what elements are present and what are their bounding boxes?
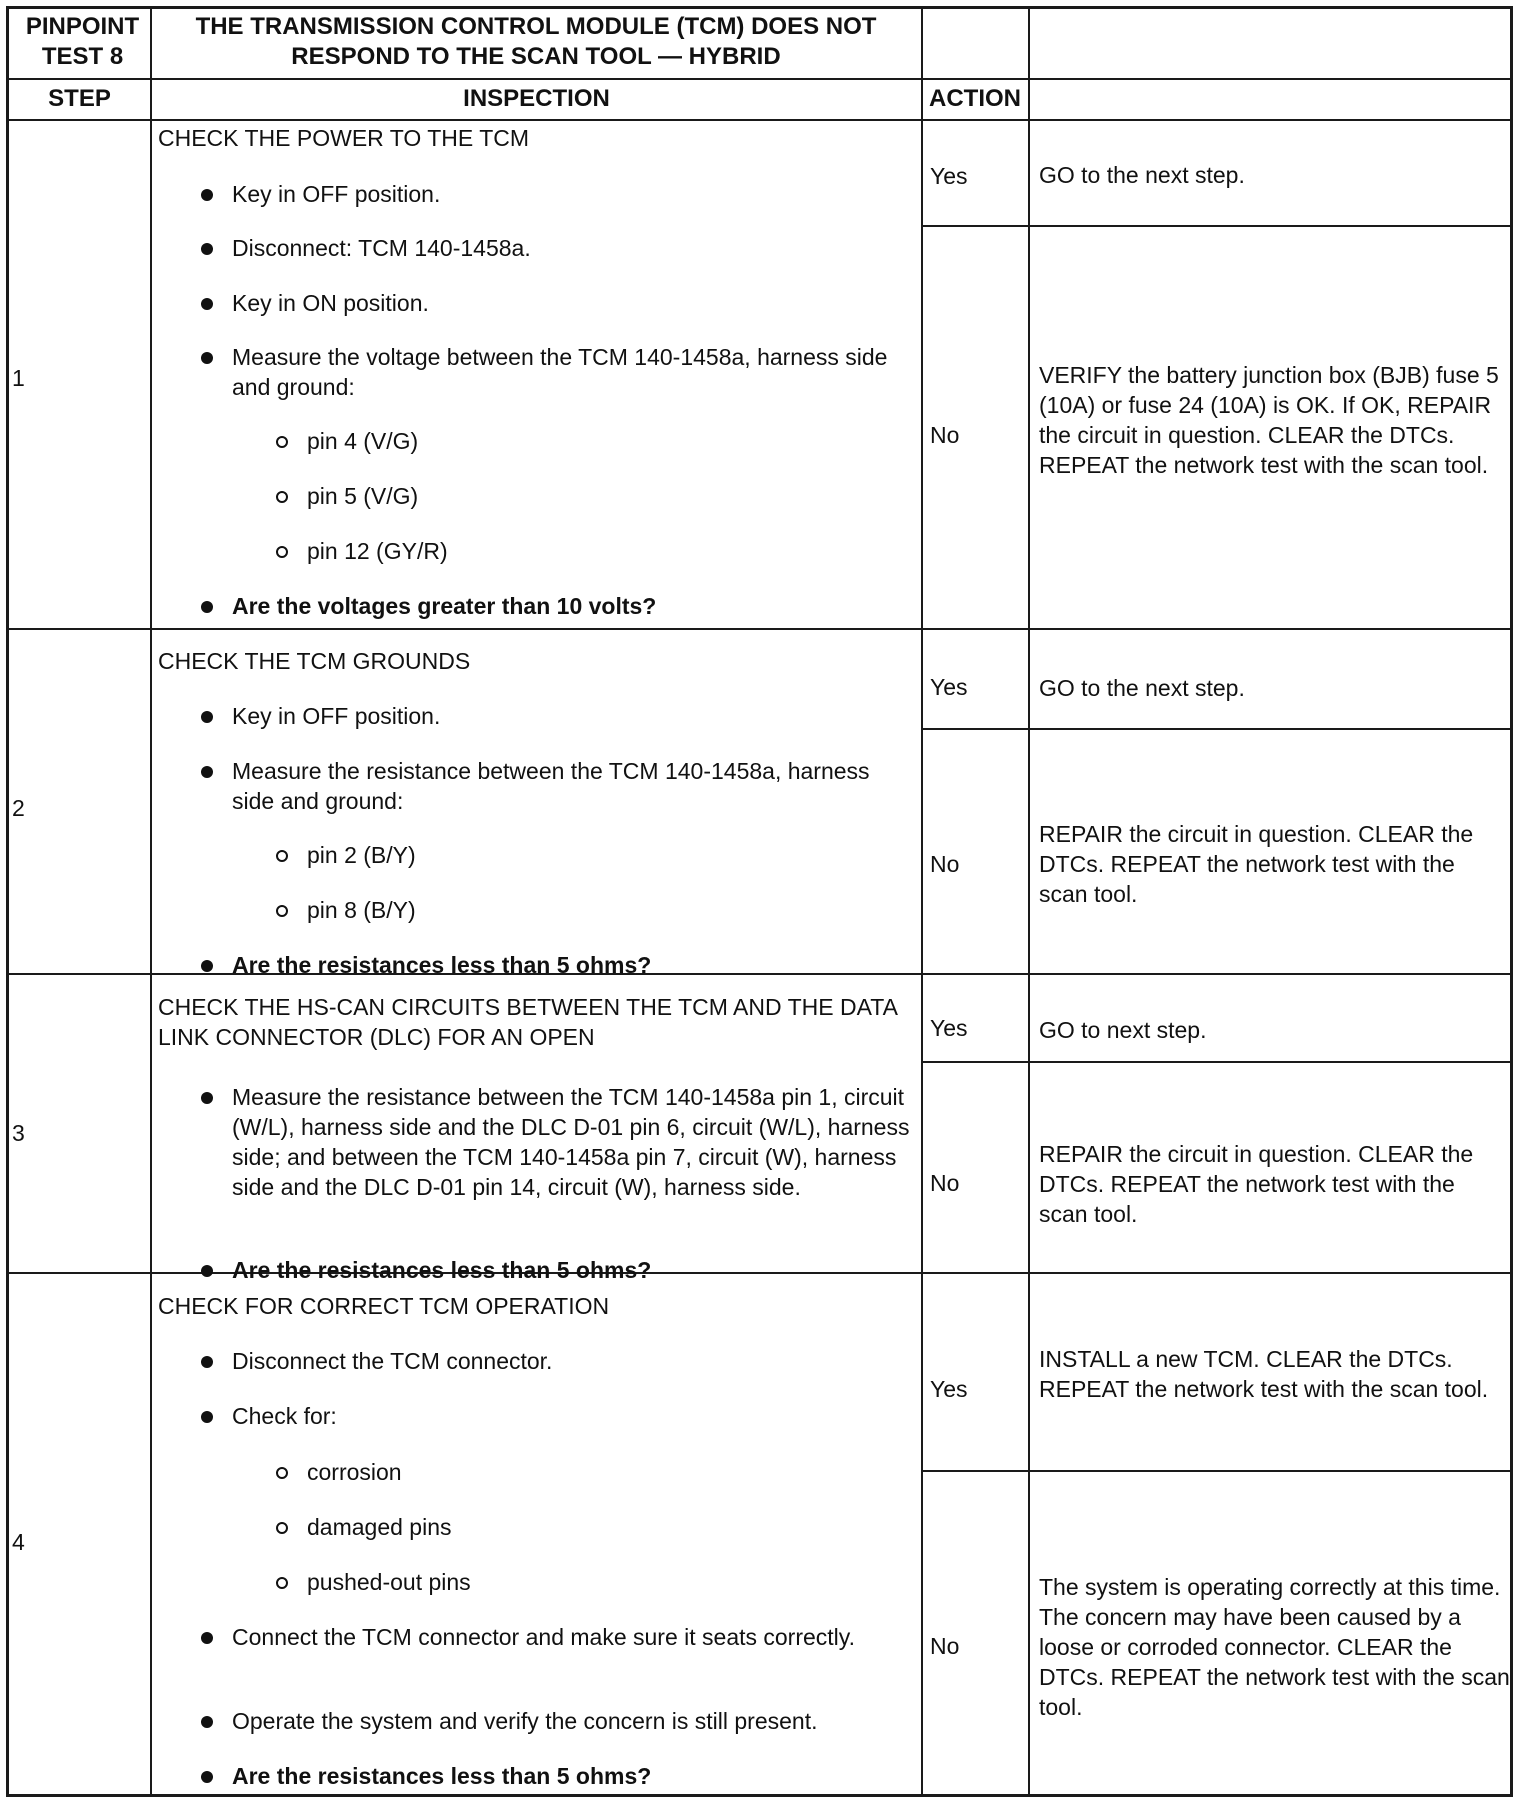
bullet-icon bbox=[201, 1265, 213, 1277]
pinpoint-test-label: PINPOINT TEST 8 bbox=[25, 13, 140, 70]
bullet-icon bbox=[201, 601, 213, 613]
bullet-item: Operate the system and verify the concern is still present. bbox=[232, 1706, 912, 1736]
bullet-icon bbox=[201, 1771, 213, 1783]
bullet-item: Measure the resistance between the TCM 140-1458a pin 1, circuit (W/L), harness side and the DLC D-01 pin 6, circuit (W/L), harness side; and between the TCM 140-1458a pin 7, circuit (W), harness side and the DLC D-01 pin 14, circuit (W), harness side. bbox=[232, 1082, 912, 1202]
sub-bullet-item: pushed-out pins bbox=[307, 1567, 907, 1597]
action-yes: GO to next step. bbox=[1039, 1017, 1207, 1043]
answer-yes: Yes bbox=[930, 1376, 968, 1402]
sub-bullet-icon bbox=[276, 1577, 288, 1589]
divider-action-result bbox=[1028, 6, 1030, 1797]
bullet-question: Are the resistances less than 5 ohms? bbox=[232, 950, 912, 980]
divider-step1-yes-no bbox=[921, 225, 1513, 227]
bullet-item: Disconnect the TCM connector. bbox=[232, 1346, 912, 1376]
bullet-icon bbox=[201, 1716, 213, 1728]
divider-step2-yes-no bbox=[921, 728, 1513, 730]
bullet-item: Key in ON position. bbox=[232, 288, 912, 318]
sub-bullet-item: pin 5 (V/G) bbox=[307, 481, 907, 511]
sub-bullet-icon bbox=[276, 850, 288, 862]
bullet-icon bbox=[201, 243, 213, 255]
divider-step1-step2 bbox=[6, 628, 1513, 630]
sub-bullet-icon bbox=[276, 905, 288, 917]
divider-columns bbox=[6, 119, 1513, 121]
sub-bullet-item: pin 8 (B/Y) bbox=[307, 895, 907, 925]
sub-bullet-icon bbox=[276, 546, 288, 558]
bullet-item: Measure the voltage between the TCM 140-1458a, harness side and ground: bbox=[232, 342, 912, 402]
sub-bullet-icon bbox=[276, 436, 288, 448]
step-number: 2 bbox=[12, 795, 25, 821]
bullet-question: Are the voltages greater than 10 volts? bbox=[232, 591, 912, 621]
answer-yes: Yes bbox=[930, 1015, 968, 1041]
column-header-step: STEP bbox=[48, 85, 111, 112]
table-border-left bbox=[6, 6, 9, 1797]
bullet-item: Check for: bbox=[232, 1401, 912, 1431]
step-heading: CHECK THE TCM GROUNDS bbox=[158, 648, 471, 674]
bullet-item: Key in OFF position. bbox=[232, 179, 912, 209]
action-no: The system is operating correctly at this time. The concern may have been caused by a loose or corroded connector. CLEAR the DTCs. REPEAT the network test with the scan tool. bbox=[1039, 1574, 1510, 1720]
table-border-bottom bbox=[6, 1794, 1513, 1797]
sub-bullet-item: corrosion bbox=[307, 1457, 907, 1487]
sub-bullet-item: damaged pins bbox=[307, 1512, 907, 1542]
divider-step-inspection bbox=[150, 6, 152, 1797]
sub-bullet-item: pin 12 (GY/R) bbox=[307, 536, 907, 566]
step-heading: CHECK FOR CORRECT TCM OPERATION bbox=[158, 1293, 610, 1319]
bullet-icon bbox=[201, 1411, 213, 1423]
divider-step4-yes-no bbox=[921, 1470, 1513, 1472]
action-no: REPAIR the circuit in question. CLEAR the DTCs. REPEAT the network test with the scan tool. bbox=[1039, 821, 1474, 907]
bullet-icon bbox=[201, 1632, 213, 1644]
bullet-item: Key in OFF position. bbox=[232, 701, 912, 731]
bullet-icon bbox=[201, 298, 213, 310]
action-yes: INSTALL a new TCM. CLEAR the DTCs. REPEAT the network test with the scan tool. bbox=[1039, 1346, 1489, 1402]
column-header-action: ACTION bbox=[929, 85, 1021, 112]
pinpoint-test-table bbox=[6, 6, 1513, 1797]
bullet-icon bbox=[201, 352, 213, 364]
bullet-question: Are the resistances less than 5 ohms? bbox=[232, 1255, 912, 1285]
divider-header bbox=[6, 78, 1513, 80]
step-number: 3 bbox=[12, 1120, 25, 1146]
step-heading: CHECK THE POWER TO THE TCM bbox=[158, 125, 530, 151]
answer-yes: Yes bbox=[930, 674, 968, 700]
column-header-inspection: INSPECTION bbox=[463, 85, 610, 112]
sub-bullet-icon bbox=[276, 1467, 288, 1479]
table-border-top bbox=[6, 6, 1513, 9]
bullet-icon bbox=[201, 1092, 213, 1104]
bullet-icon bbox=[201, 1356, 213, 1368]
bullet-item: Disconnect: TCM 140-1458a. bbox=[232, 233, 912, 263]
action-yes: GO to the next step. bbox=[1039, 162, 1245, 188]
answer-yes: Yes bbox=[930, 163, 968, 189]
bullet-item: Measure the resistance between the TCM 140-1458a, harness side and ground: bbox=[232, 756, 872, 816]
sub-bullet-icon bbox=[276, 491, 288, 503]
divider-inspection-action bbox=[921, 6, 923, 1797]
sub-bullet-item: pin 4 (V/G) bbox=[307, 426, 907, 456]
answer-no: No bbox=[930, 1170, 960, 1196]
bullet-item: Connect the TCM connector and make sure it seats correctly. bbox=[232, 1622, 872, 1652]
step-number: 4 bbox=[12, 1529, 25, 1555]
bullet-icon bbox=[201, 189, 213, 201]
test-title: THE TRANSMISSION CONTROL MODULE (TCM) DOES NOT RESPOND TO THE SCAN TOOL — HYBRID bbox=[195, 13, 877, 70]
answer-no: No bbox=[930, 851, 960, 877]
step-heading: CHECK THE HS-CAN CIRCUITS BETWEEN THE TCM AND THE DATA LINK CONNECTOR (DLC) FOR AN OPEN bbox=[158, 994, 897, 1050]
action-no: REPAIR the circuit in question. CLEAR the DTCs. REPEAT the network test with the scan tool. bbox=[1039, 1141, 1474, 1227]
sub-bullet-item: pin 2 (B/Y) bbox=[307, 840, 907, 870]
step-number: 1 bbox=[12, 365, 25, 391]
sub-bullet-icon bbox=[276, 1522, 288, 1534]
action-yes: GO to the next step. bbox=[1039, 675, 1245, 701]
action-no: VERIFY the battery junction box (BJB) fuse 5 (10A) or fuse 24 (10A) is OK. If OK, REPAIR the circuit in question. CLEAR the DTCs. REPEAT the network test with the scan tool. bbox=[1039, 362, 1499, 478]
bullet-icon bbox=[201, 960, 213, 972]
bullet-question: Are the resistances less than 5 ohms? bbox=[232, 1761, 912, 1791]
answer-no: No bbox=[930, 1633, 960, 1659]
bullet-icon bbox=[201, 766, 213, 778]
bullet-icon bbox=[201, 711, 213, 723]
table-border-right bbox=[1510, 6, 1513, 1797]
answer-no: No bbox=[930, 422, 960, 448]
divider-step3-yes-no bbox=[921, 1061, 1513, 1063]
